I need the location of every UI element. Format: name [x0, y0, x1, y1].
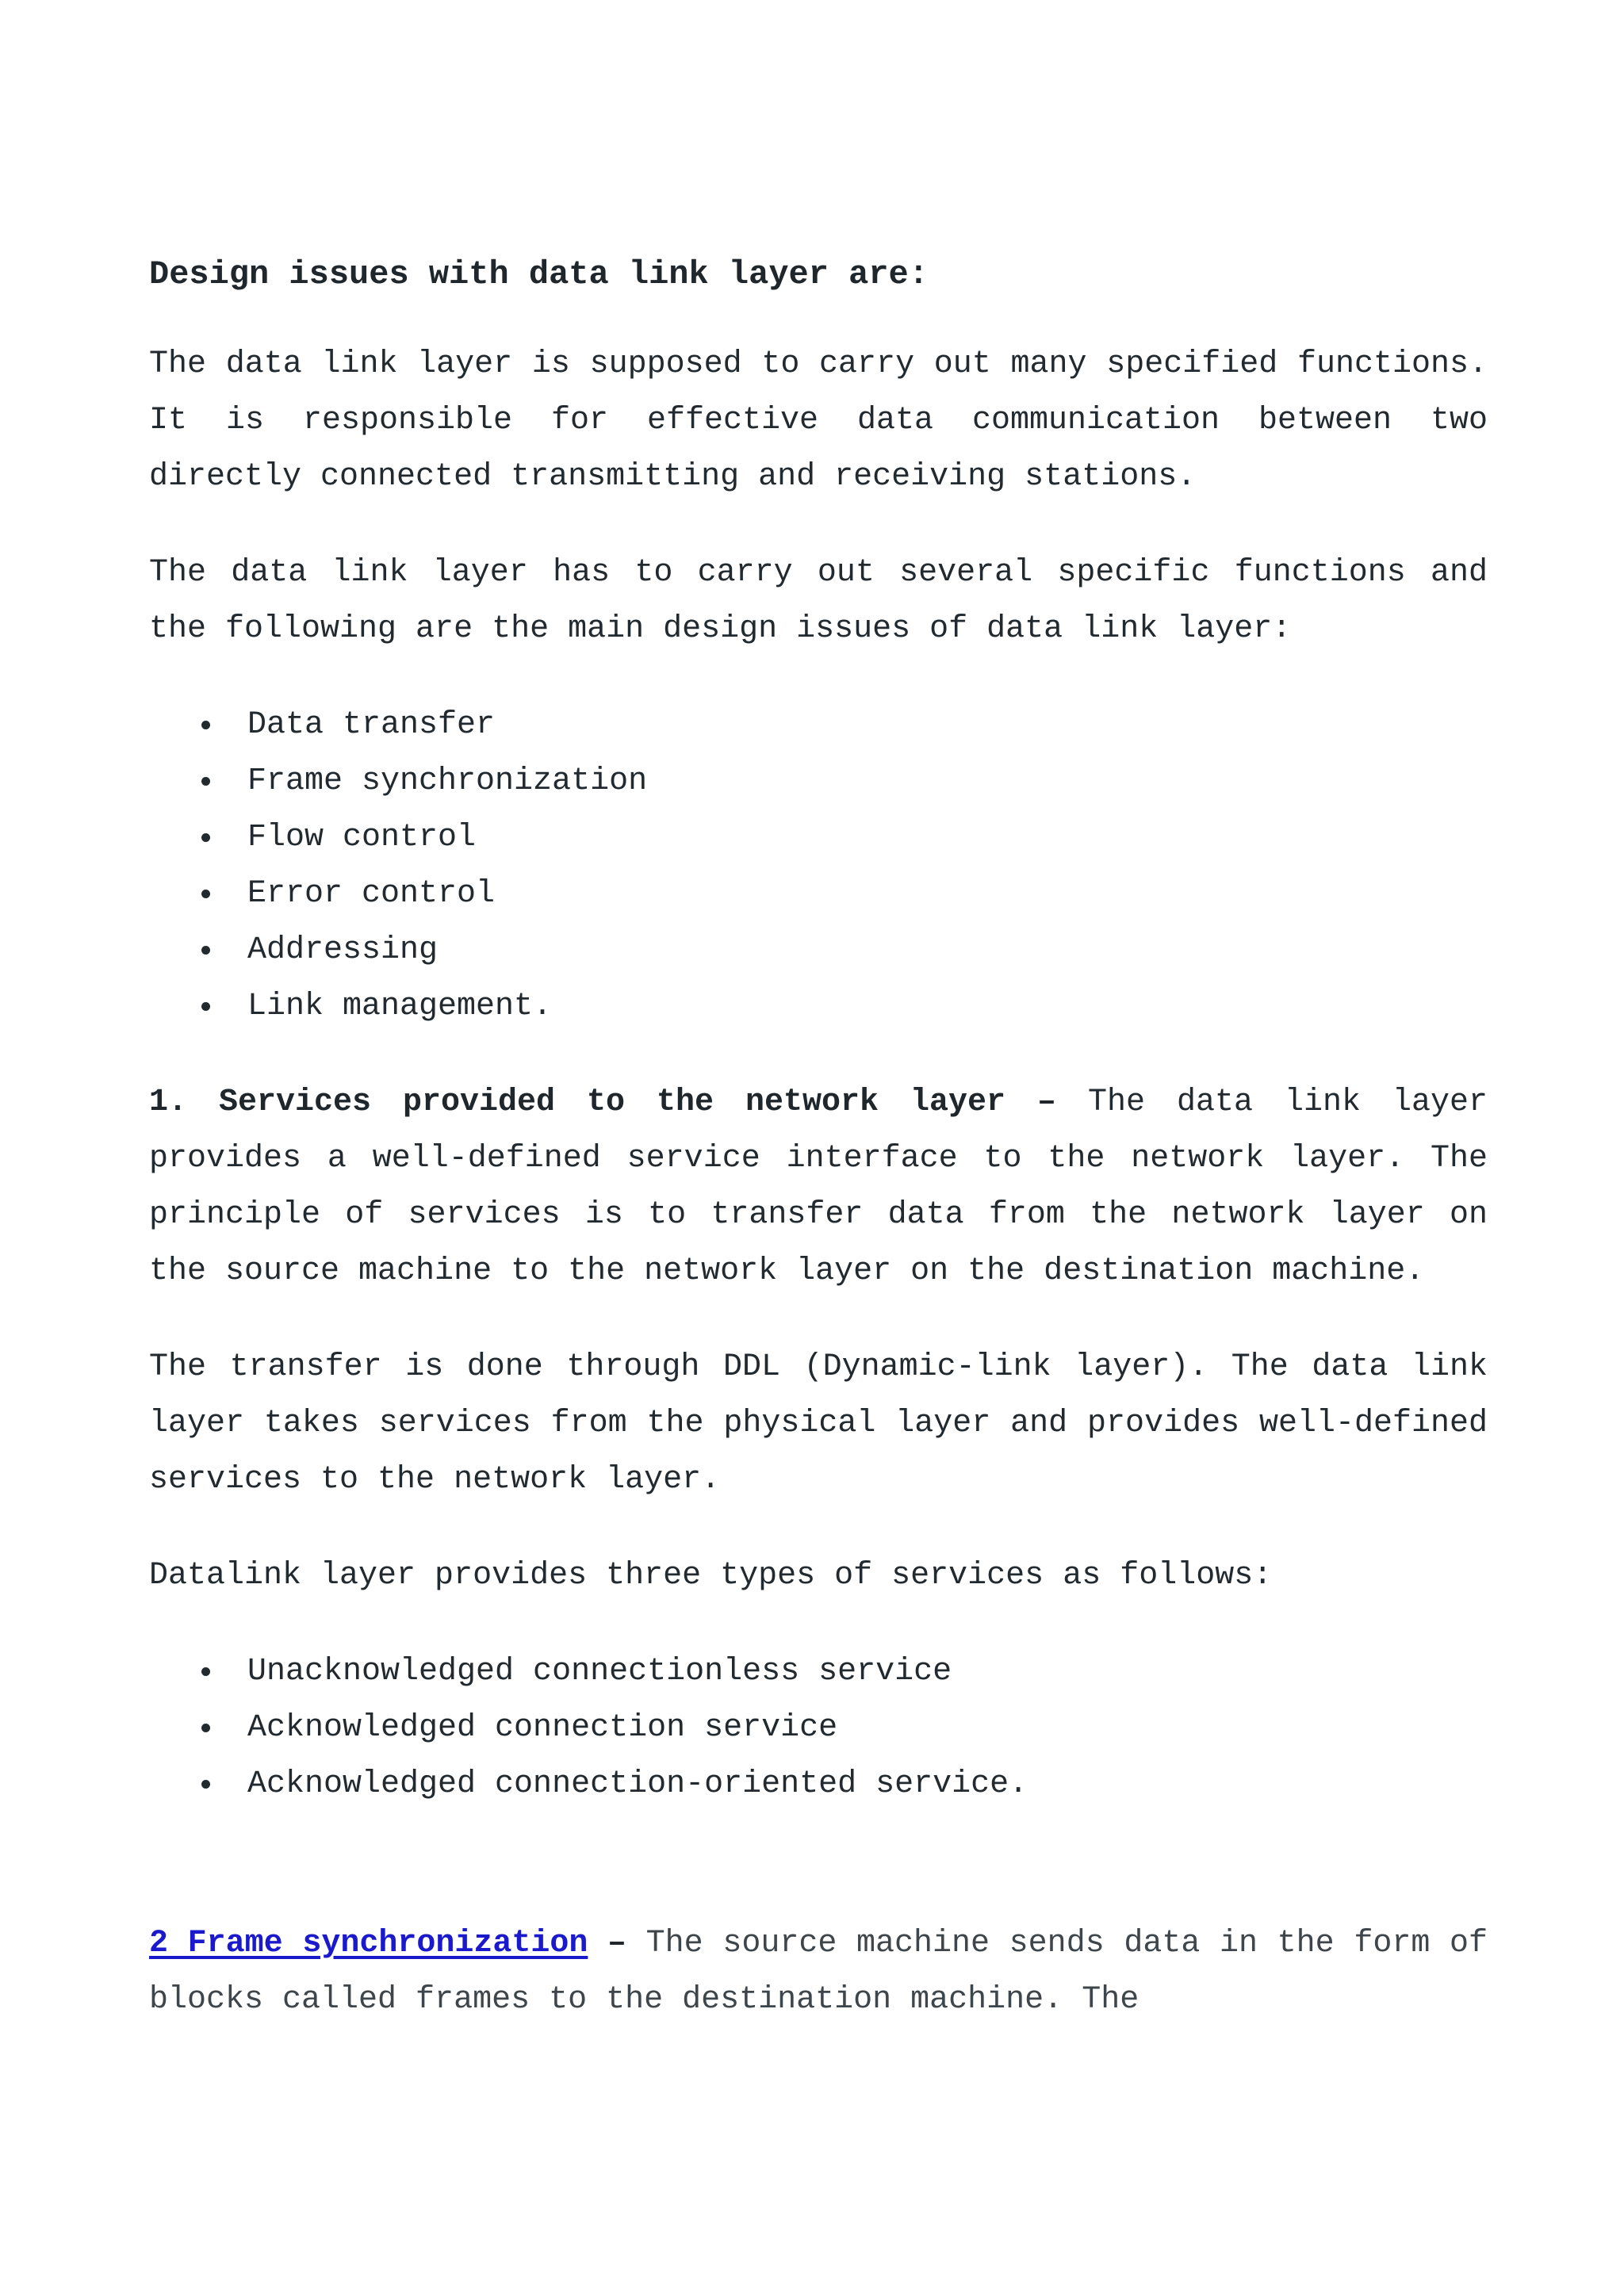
spacer — [149, 1852, 1488, 1915]
section-2-paragraph — [149, 1915, 1488, 2028]
section-1-paragraph-2: The transfer is done through DDL (Dynamic-link layer). The data link layer takes services from the physical layer and provides well-defined services to the network layer. — [149, 1349, 1488, 1498]
document-heading: Design issues with data link layer are: — [149, 255, 929, 293]
list-item: Unacknowledged connectionless service — [247, 1644, 1488, 1700]
section-1-title: 1. Services provided to the network layer – — [149, 1085, 1057, 1120]
services-list — [149, 1644, 1488, 1812]
list-item: Frame synchronization — [247, 753, 1488, 809]
intro-paragraph-1: The data link layer is supposed to carry out many specified functions. It is responsible for effective data communication between two directly connected transmitting and receiving stations. — [149, 346, 1488, 495]
section-2-text: The source machine sends data in the form of blocks called frames to the destination machine. The — [149, 1926, 1488, 2018]
document-page — [149, 246, 1488, 2068]
section-2-dash: – — [588, 1926, 627, 1961]
list-item: Flow control — [247, 809, 1488, 866]
list-item: Link management. — [247, 978, 1488, 1035]
section-1-paragraph — [149, 1074, 1488, 1299]
list-item: Acknowledged connection service — [247, 1700, 1488, 1756]
section-1-paragraph-3: Datalink layer provides three types of services as follows: — [149, 1558, 1273, 1594]
intro-paragraph-2: The data link layer has to carry out several specific functions and the following are the main design issues of data link layer: — [149, 555, 1488, 647]
section-1-text: The data link layer provides a well-defined service interface to the network layer. The principle of services is to transfer data from the network layer on the source machine to the network layer on the destination machine. — [149, 1085, 1488, 1289]
list-item: Error control — [247, 866, 1488, 922]
list-item: Addressing — [247, 922, 1488, 978]
frame-synchronization-link[interactable]: 2 Frame synchronization — [149, 1926, 588, 1961]
list-item: Data transfer — [247, 697, 1488, 753]
list-item: Acknowledged connection-oriented service. — [247, 1756, 1488, 1812]
design-issues-list — [149, 697, 1488, 1035]
